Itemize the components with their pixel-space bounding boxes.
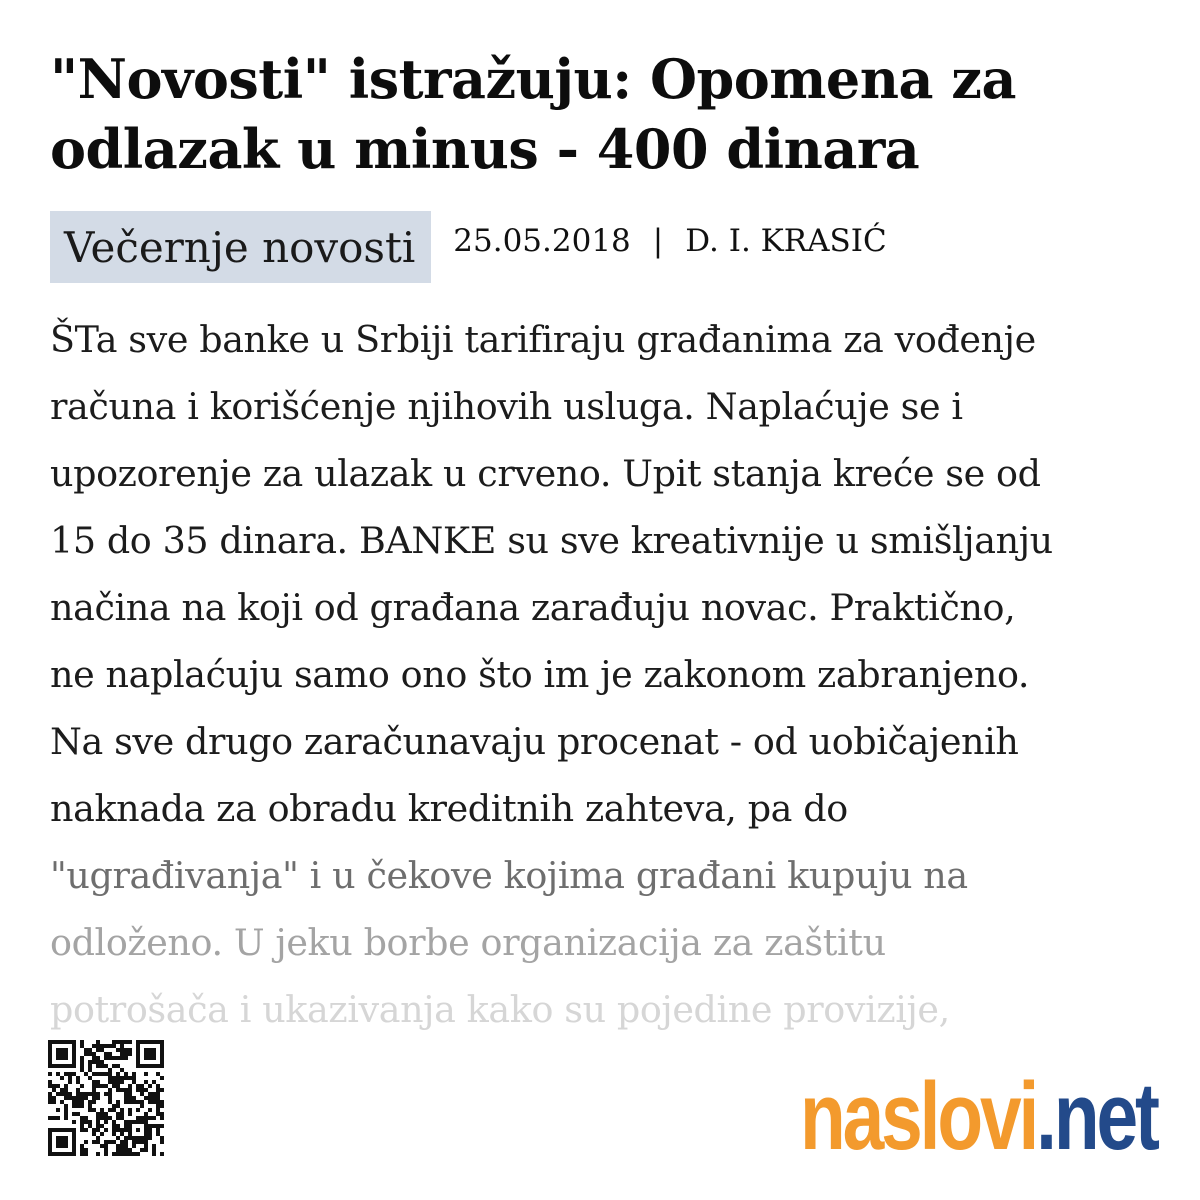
article-author: D. I. KRASIĆ xyxy=(685,223,887,259)
body-line-faded: potrošača i ukazivanja kako su pojedine provizije, xyxy=(50,988,950,1031)
body-line: računa i korišćenje njihovih usluga. Naplaćuje se i xyxy=(50,385,963,428)
body-line: 15 do 35 dinara. BANKE su sve kreativnije u smišljanju xyxy=(50,519,1053,562)
qr-code-icon[interactable] xyxy=(48,1040,164,1156)
body-line: naknada za obradu kreditnih zahteva, pa do xyxy=(50,787,848,830)
article-date: 25.05.2018 xyxy=(453,223,631,259)
body-line: načina na koji od građana zarađuju novac. Praktično, xyxy=(50,586,1016,629)
meta-separator: | xyxy=(652,223,664,259)
body-line-faded: odloženo. U jeku borbe organizacija za zaštitu xyxy=(50,921,886,964)
naslovi-logo[interactable] xyxy=(800,1055,1157,1170)
article-byline xyxy=(453,223,886,259)
article-body xyxy=(50,306,1160,1043)
article-meta xyxy=(50,211,887,283)
logo-text-net: .net xyxy=(1036,1063,1157,1170)
body-line: ne naplaćuju samo ono što im je zakonom zabranjeno. xyxy=(50,653,1030,696)
body-line-faded: "ugrađivanja" i u čekove kojima građani kupuju na xyxy=(50,854,968,897)
body-line: Na sve drugo zaračunavaju procenat - od uobičajenih xyxy=(50,720,1019,763)
source-badge[interactable]: Večernje novosti xyxy=(50,211,431,283)
body-line: ŠTa sve banke u Srbiji tarifiraju građanima za vođenje xyxy=(50,318,1036,361)
article-headline: "Novosti" istražuju: Opomena za odlazak u minus - 400 dinara xyxy=(50,47,1016,181)
logo-text-naslovi: naslovi xyxy=(800,1063,1037,1170)
body-line: upozorenje za ulazak u crveno. Upit stanja kreće se od xyxy=(50,452,1041,495)
